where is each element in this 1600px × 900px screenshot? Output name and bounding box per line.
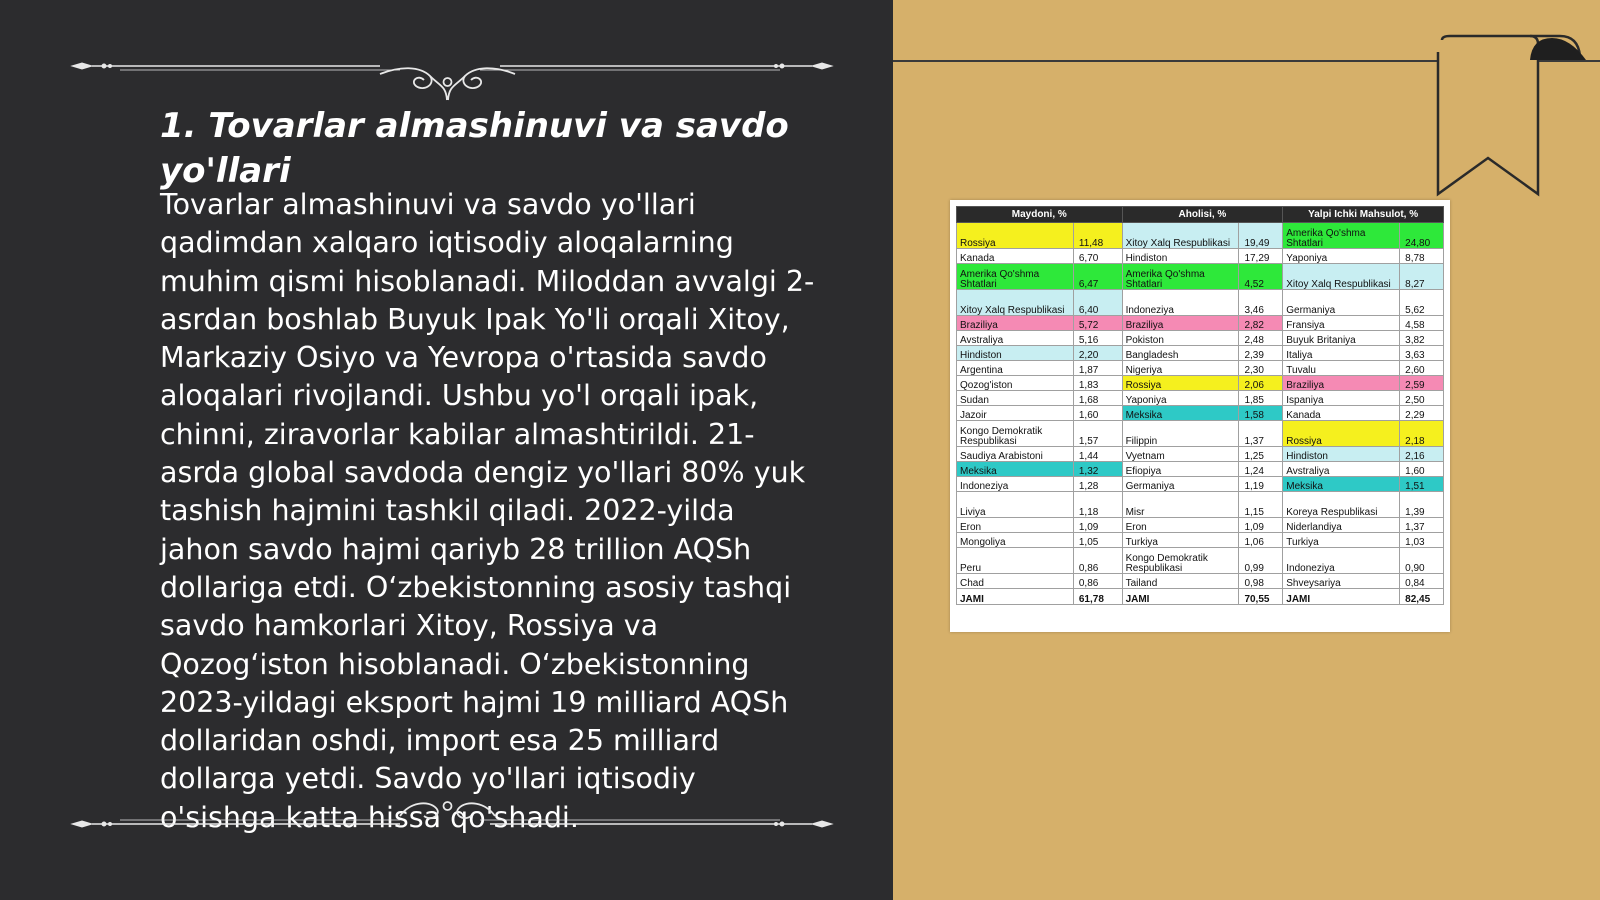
- table-row: [957, 316, 1444, 331]
- total-label-cell: JAMI: [957, 589, 1074, 605]
- country-name-cell: Qozog'iston: [957, 376, 1074, 391]
- country-name-cell: Chad: [957, 574, 1074, 589]
- bookmark-ribbon-icon: [1430, 34, 1590, 204]
- percent-value-cell: 1,05: [1073, 533, 1122, 548]
- country-name-cell: Eron: [1122, 518, 1239, 533]
- country-name-cell: Kongo Demokratik Respublikasi: [1122, 548, 1239, 574]
- percent-value-cell: 1,18: [1073, 492, 1122, 518]
- country-name-cell: Hindiston: [1283, 447, 1400, 462]
- total-label-cell: JAMI: [1283, 589, 1400, 605]
- total-value-cell: 82,45: [1400, 589, 1444, 605]
- percent-value-cell: 1,37: [1400, 518, 1444, 533]
- header-area: Maydoni, %: [957, 207, 1123, 223]
- percent-value-cell: 6,40: [1073, 290, 1122, 316]
- country-name-cell: Braziliya: [1283, 376, 1400, 391]
- table-row: [957, 223, 1444, 249]
- country-name-cell: Koreya Respublikasi: [1283, 492, 1400, 518]
- percent-value-cell: 1,87: [1073, 361, 1122, 376]
- percent-value-cell: 1,58: [1239, 406, 1283, 421]
- country-name-cell: Nigeriya: [1122, 361, 1239, 376]
- country-name-cell: Hindiston: [957, 346, 1074, 361]
- table-row: [957, 462, 1444, 477]
- table-row: [957, 346, 1444, 361]
- percent-value-cell: 6,47: [1073, 264, 1122, 290]
- table-row: [957, 492, 1444, 518]
- percent-value-cell: 2,50: [1400, 391, 1444, 406]
- country-name-cell: Meksika: [1283, 477, 1400, 492]
- percent-value-cell: 1,32: [1073, 462, 1122, 477]
- percent-value-cell: 2,82: [1239, 316, 1283, 331]
- country-name-cell: Germaniya: [1283, 290, 1400, 316]
- table-row: [957, 264, 1444, 290]
- percent-value-cell: 0,86: [1073, 548, 1122, 574]
- bottom-flourish-ornament: [0, 772, 893, 832]
- percent-value-cell: 2,20: [1073, 346, 1122, 361]
- header-gdp: Yalpi Ichki Mahsulot, %: [1283, 207, 1444, 223]
- country-name-cell: Meksika: [1122, 406, 1239, 421]
- percent-value-cell: 8,78: [1400, 249, 1444, 264]
- country-name-cell: Amerika Qo'shma Shtatlari: [957, 264, 1074, 290]
- country-name-cell: Avstraliya: [1283, 462, 1400, 477]
- percent-value-cell: 1,60: [1400, 462, 1444, 477]
- percent-value-cell: 1,25: [1239, 447, 1283, 462]
- total-value-cell: 61,78: [1073, 589, 1122, 605]
- percent-value-cell: 5,16: [1073, 331, 1122, 346]
- country-name-cell: Fransiya: [1283, 316, 1400, 331]
- country-name-cell: Yaponiya: [1122, 391, 1239, 406]
- country-name-cell: Kanada: [957, 249, 1074, 264]
- country-name-cell: Meksika: [957, 462, 1074, 477]
- percent-value-cell: 2,59: [1400, 376, 1444, 391]
- percent-value-cell: 24,80: [1400, 223, 1444, 249]
- percent-value-cell: 11,48: [1073, 223, 1122, 249]
- percent-value-cell: 2,16: [1400, 447, 1444, 462]
- percent-value-cell: 1,09: [1073, 518, 1122, 533]
- percent-value-cell: 2,29: [1400, 406, 1444, 421]
- country-name-cell: Yaponiya: [1283, 249, 1400, 264]
- country-name-cell: Germaniya: [1122, 477, 1239, 492]
- country-name-cell: Italiya: [1283, 346, 1400, 361]
- table-row: [957, 391, 1444, 406]
- country-name-cell: Jazoir: [957, 406, 1074, 421]
- country-name-cell: Pokiston: [1122, 331, 1239, 346]
- table-row: [957, 376, 1444, 391]
- country-name-cell: Rossiya: [957, 223, 1074, 249]
- table-row: [957, 406, 1444, 421]
- percent-value-cell: 2,48: [1239, 331, 1283, 346]
- percent-value-cell: 1,09: [1239, 518, 1283, 533]
- country-name-cell: Kanada: [1283, 406, 1400, 421]
- table-row: [957, 548, 1444, 574]
- percent-value-cell: 1,60: [1073, 406, 1122, 421]
- percent-value-cell: 2,30: [1239, 361, 1283, 376]
- country-name-cell: Xitoy Xalq Respublikasi: [1283, 264, 1400, 290]
- percent-value-cell: 4,58: [1400, 316, 1444, 331]
- table-row: [957, 447, 1444, 462]
- table-row: [957, 249, 1444, 264]
- table-total-row: [957, 589, 1444, 605]
- table-row: [957, 421, 1444, 447]
- country-name-cell: Kongo Demokratik Respublikasi: [957, 421, 1074, 447]
- table-row: [957, 361, 1444, 376]
- country-name-cell: Avstraliya: [957, 331, 1074, 346]
- percent-value-cell: 1,19: [1239, 477, 1283, 492]
- country-name-cell: Xitoy Xalq Respublikasi: [1122, 223, 1239, 249]
- country-name-cell: Mongoliya: [957, 533, 1074, 548]
- percent-value-cell: 2,18: [1400, 421, 1444, 447]
- percent-value-cell: 19,49: [1239, 223, 1283, 249]
- country-name-cell: Indoneziya: [1283, 548, 1400, 574]
- percent-value-cell: 1,51: [1400, 477, 1444, 492]
- slide-title: 1. Tovarlar almashinuvi va savdo yo'llari: [160, 106, 789, 191]
- country-name-cell: Xitoy Xalq Respublikasi: [957, 290, 1074, 316]
- country-name-cell: Peru: [957, 548, 1074, 574]
- country-name-cell: Turkiya: [1283, 533, 1400, 548]
- percent-value-cell: 2,60: [1400, 361, 1444, 376]
- percent-value-cell: 0,90: [1400, 548, 1444, 574]
- statistics-table-image: [950, 200, 1450, 632]
- percent-value-cell: 5,72: [1073, 316, 1122, 331]
- table-row: [957, 290, 1444, 316]
- country-name-cell: Indoneziya: [1122, 290, 1239, 316]
- percent-value-cell: 1,24: [1239, 462, 1283, 477]
- percent-value-cell: 1,03: [1400, 533, 1444, 548]
- country-name-cell: Sudan: [957, 391, 1074, 406]
- country-statistics-table: [956, 206, 1444, 605]
- country-name-cell: Argentina: [957, 361, 1074, 376]
- country-name-cell: Vyetnam: [1122, 447, 1239, 462]
- country-name-cell: Amerika Qo'shma Shtatlari: [1283, 223, 1400, 249]
- percent-value-cell: 5,62: [1400, 290, 1444, 316]
- percent-value-cell: 8,27: [1400, 264, 1444, 290]
- country-name-cell: Niderlandiya: [1283, 518, 1400, 533]
- percent-value-cell: 0,86: [1073, 574, 1122, 589]
- country-name-cell: Bangladesh: [1122, 346, 1239, 361]
- total-label-cell: JAMI: [1122, 589, 1239, 605]
- country-name-cell: Liviya: [957, 492, 1074, 518]
- percent-value-cell: 2,06: [1239, 376, 1283, 391]
- table-row: [957, 574, 1444, 589]
- percent-value-cell: 1,15: [1239, 492, 1283, 518]
- table-header-row: [957, 207, 1444, 223]
- country-name-cell: Amerika Qo'shma Shtatlari: [1122, 264, 1239, 290]
- percent-value-cell: 1,83: [1073, 376, 1122, 391]
- country-name-cell: Indoneziya: [957, 477, 1074, 492]
- table-row: [957, 331, 1444, 346]
- country-name-cell: Misr: [1122, 492, 1239, 518]
- percent-value-cell: 1,85: [1239, 391, 1283, 406]
- table-row: [957, 518, 1444, 533]
- percent-value-cell: 0,84: [1400, 574, 1444, 589]
- country-name-cell: Efiopiya: [1122, 462, 1239, 477]
- percent-value-cell: 1,06: [1239, 533, 1283, 548]
- percent-value-cell: 1,39: [1400, 492, 1444, 518]
- country-name-cell: Braziliya: [957, 316, 1074, 331]
- header-population: Aholisi, %: [1122, 207, 1283, 223]
- total-value-cell: 70,55: [1239, 589, 1283, 605]
- percent-value-cell: 0,98: [1239, 574, 1283, 589]
- percent-value-cell: 2,39: [1239, 346, 1283, 361]
- country-name-cell: Ispaniya: [1283, 391, 1400, 406]
- percent-value-cell: 1,28: [1073, 477, 1122, 492]
- percent-value-cell: 1,44: [1073, 447, 1122, 462]
- percent-value-cell: 1,68: [1073, 391, 1122, 406]
- table-row: [957, 477, 1444, 492]
- country-name-cell: Tailand: [1122, 574, 1239, 589]
- table-body: [957, 223, 1444, 605]
- percent-value-cell: 4,52: [1239, 264, 1283, 290]
- percent-value-cell: 1,37: [1239, 421, 1283, 447]
- percent-value-cell: 0,99: [1239, 548, 1283, 574]
- country-name-cell: Filippin: [1122, 421, 1239, 447]
- country-name-cell: Rossiya: [1283, 421, 1400, 447]
- country-name-cell: Shveysariya: [1283, 574, 1400, 589]
- country-name-cell: Buyuk Britaniya: [1283, 331, 1400, 346]
- percent-value-cell: 3,63: [1400, 346, 1444, 361]
- country-name-cell: Hindiston: [1122, 249, 1239, 264]
- percent-value-cell: 3,46: [1239, 290, 1283, 316]
- slide-body-text: Tovarlar almashinuvi va savdo yo'llari qadimdan xalqaro iqtisodiy aloqalarning muhim qismi hisoblanadi. Miloddan avvalgi 2-asrdan boshlab Buyuk Ipak Yo'li orqali Xitoy, Markaziy Osiyo va Yevropa o'rtasida savdo aloqalari rivojlandi. Ushbu yo'l orqali ipak, chinni, ziravorlar kabilar almashtirildi. 21-asrda global savdoda dengiz yo'llari 80% yuk tashish hajmini tashkil qiladi. 2022-yilda jahon savdo hajmi qariyb 28 trillion AQSh dollariga etdi. O‘zbekistonning asosiy tashqi savdo hamkorlari Xitoy, Rossiya va Qozog‘iston hisoblanadi. O‘zbekistonning 2023-yildagi eksport hajmi 19 milliard AQSh dollaridan oshdi, import esa 25 milliard dollarga yetdi. Savdo yo'llari iqtisodiy o'sishga katta hissa qo'shadi.: [160, 188, 815, 834]
- country-name-cell: Braziliya: [1122, 316, 1239, 331]
- country-name-cell: Turkiya: [1122, 533, 1239, 548]
- percent-value-cell: 3,82: [1400, 331, 1444, 346]
- percent-value-cell: 17,29: [1239, 249, 1283, 264]
- country-name-cell: Tuvalu: [1283, 361, 1400, 376]
- table-row: [957, 533, 1444, 548]
- percent-value-cell: 1,57: [1073, 421, 1122, 447]
- country-name-cell: Rossiya: [1122, 376, 1239, 391]
- country-name-cell: Saudiya Arabistoni: [957, 447, 1074, 462]
- country-name-cell: Eron: [957, 518, 1074, 533]
- percent-value-cell: 6,70: [1073, 249, 1122, 264]
